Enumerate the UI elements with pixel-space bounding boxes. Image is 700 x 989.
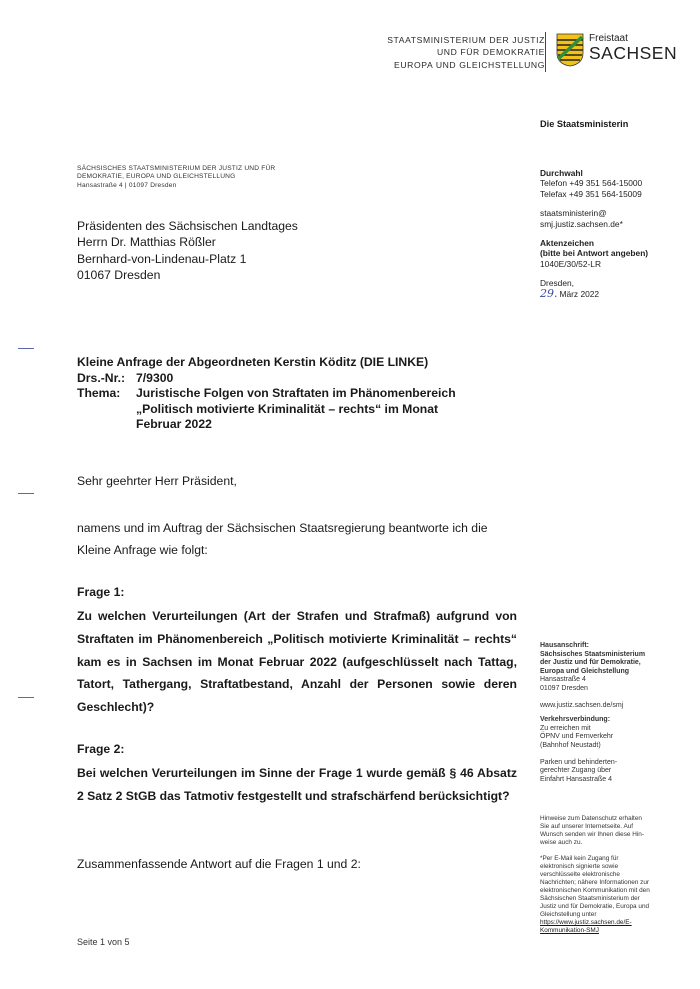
frage2-text: Bei welchen Verurteilungen im Sinne der Frage 1 wurde gemäß § 46 Absatz 2 Satz 2 StGB das Tatmotiv festgestellt und strafschärfend berücksichtigt? — [77, 766, 517, 803]
email-domain[interactable]: smj.justiz.sachsen.de* — [540, 218, 623, 229]
aktenzeichen-note: (bitte bei Antwort angeben) — [540, 248, 649, 259]
recipient-line: Präsidenten des Sächsischen Landtages — [77, 219, 298, 233]
margin-mark — [18, 493, 34, 494]
datenschutz-line: Sie auf unserer Internetseite. Auf — [540, 823, 634, 830]
recipient-line: 01067 Dresden — [77, 267, 161, 282]
sender-line-text: SÄCHSISCHES STAATSMINISTERIUM DER JUSTIZ UND FÜR — [77, 165, 276, 172]
verkehr-label: Verkehrsverbindung: — [540, 716, 611, 724]
website-link[interactable]: www.justiz.sachsen.de/smj — [540, 701, 624, 709]
date-city: Dresden, — [540, 278, 574, 289]
page-number: Seite 1 von 5 — [77, 937, 130, 947]
email[interactable]: staatsministerin@ — [540, 208, 607, 219]
e-kommunikation-link-cont[interactable]: Kommunikation-SMJ — [540, 927, 599, 934]
aktenzeichen-value: 1040E/30/52-LR — [540, 258, 601, 269]
email-note-line: Sächsischen Staatsministerium der — [540, 895, 640, 902]
email-note-line: elektronischen Kommunikation mit den — [540, 887, 650, 894]
verkehr-line: Zu erreichen mit — [540, 724, 591, 732]
ministry-name — [387, 34, 545, 71]
e-kommunikation-link[interactable]: https://www.justiz.sachsen.de/E- — [540, 919, 632, 926]
telefon: Telefon +49 351 564-15000 — [540, 178, 643, 189]
ministry-line: STAATSMINISTERIUM DER JUSTIZ — [387, 35, 545, 45]
address-street: Hansastraße 4 — [540, 676, 586, 684]
ministry-line: EUROPA UND GLEICHSTELLUNG — [394, 59, 545, 70]
header-divider — [545, 32, 546, 72]
datenschutz-line: Wunsch senden wir Ihnen diese Hin- — [540, 831, 644, 838]
minister-title: Die Staatsministerin — [540, 119, 629, 129]
datenschutz-line: weise auch zu. — [540, 839, 583, 846]
recipient-line: Herrn Dr. Matthias Rößler — [77, 235, 216, 250]
intro-paragraph: namens und im Auftrag der Sächsischen Staatsregierung beantworte ich die Kleine Anfrage wie folgt: — [77, 521, 488, 557]
frage1-text: Zu welchen Verurteilungen (Art der Strafen und Strafmaß) aufgrund von Straftaten im Phänomenbereich „Politisch motivierte Kriminalität – rechts“ kam es in Sachsen im Monat Februar 2022 (aufgeschlüsselt nach Tattag, Tatort, Tathergang, Straftatbestand, Anzahl der Personen sowie deren Geschlecht)? — [77, 609, 517, 715]
hausanschrift-label: Hausanschrift: — [540, 642, 590, 649]
email-note-line: Nachrichten; nähere Informationen zur — [540, 879, 650, 886]
address-line: Europa und Gleichstellung — [540, 667, 630, 675]
salutation: Sehr geehrter Herr Präsident, — [77, 474, 237, 488]
drs-label: Drs.-Nr.: — [77, 370, 126, 385]
verkehr-line: (Bahnhof Neustadt) — [540, 741, 601, 749]
email-note-line: *Per E-Mail kein Zugang für — [540, 855, 619, 862]
datenschutz-note — [540, 815, 644, 847]
logo-freistaat: Freistaat — [589, 33, 628, 44]
thema-label: Thema: — [77, 386, 121, 400]
logo-sachsen: SACHSEN — [589, 43, 678, 63]
email-note — [540, 855, 650, 935]
email-note-line: verschlüsselte elektronische — [540, 871, 620, 878]
margin-mark — [18, 697, 34, 698]
datenschutz-line: Hinweise zum Datenschutz erhalten — [540, 815, 642, 822]
address-block — [540, 642, 645, 784]
date-month-year: März 2022 — [559, 288, 600, 299]
handwritten-date-day: 29. — [540, 286, 558, 300]
parking-line: Parken und behinderten- — [540, 758, 618, 766]
contact-block — [540, 168, 648, 299]
email-note-line: elektronisch signierte sowie — [540, 863, 619, 870]
recipient-line: Bernhard-von-Lindenau-Platz 1 — [77, 251, 247, 266]
subject-title: Kleine Anfrage der Abgeordneten Kerstin Köditz (DIE LINKE) — [77, 355, 429, 369]
thema-line: Februar 2022 — [136, 417, 212, 431]
address-city: 01097 Dresden — [540, 684, 588, 692]
aktenzeichen-label: Aktenzeichen — [540, 238, 594, 249]
frage2-label: Frage 2: — [77, 742, 125, 756]
frage1-label: Frage 1: — [77, 585, 125, 599]
ministry-line: UND FÜR DEMOKRATIE — [436, 47, 545, 58]
margin-mark — [18, 348, 34, 349]
thema-line: Juristische Folgen von Straftaten im Phänomenbereich — [136, 386, 456, 400]
answer-intro: Zusammenfassende Antwort auf die Fragen 1 und 2: — [77, 857, 361, 871]
telefax: Telefax +49 351 564-15009 — [540, 188, 642, 199]
address-line: Sächsisches Staatsministerium — [540, 650, 646, 658]
subject-block — [77, 355, 456, 433]
saxony-crest-icon — [556, 33, 584, 67]
parking-line: gerechter Zugang über — [540, 767, 612, 775]
email-note-line: Justiz und für Demokratie, Europa und — [540, 903, 650, 910]
durchwahl-label: Durchwahl — [540, 168, 583, 178]
email-note-line: Gleichstellung unter — [540, 911, 597, 918]
sender-line-text: Hansastraße 4 | 01097 Dresden — [77, 181, 177, 189]
sender-line-text: DEMOKRATIE, EUROPA UND GLEICHSTELLUNG — [77, 173, 236, 181]
sender-line — [77, 165, 275, 190]
verkehr-line: ÖPNV und Fernverkehr — [540, 733, 614, 741]
thema-line: „Politisch motivierte Kriminalität – rechts“ im Monat — [136, 401, 439, 416]
recipient-address — [77, 218, 298, 283]
drs-value: 7/9300 — [136, 370, 174, 385]
address-line: der Justiz und für Demokratie, — [540, 659, 641, 667]
parking-line: Einfahrt Hansastraße 4 — [540, 775, 612, 783]
